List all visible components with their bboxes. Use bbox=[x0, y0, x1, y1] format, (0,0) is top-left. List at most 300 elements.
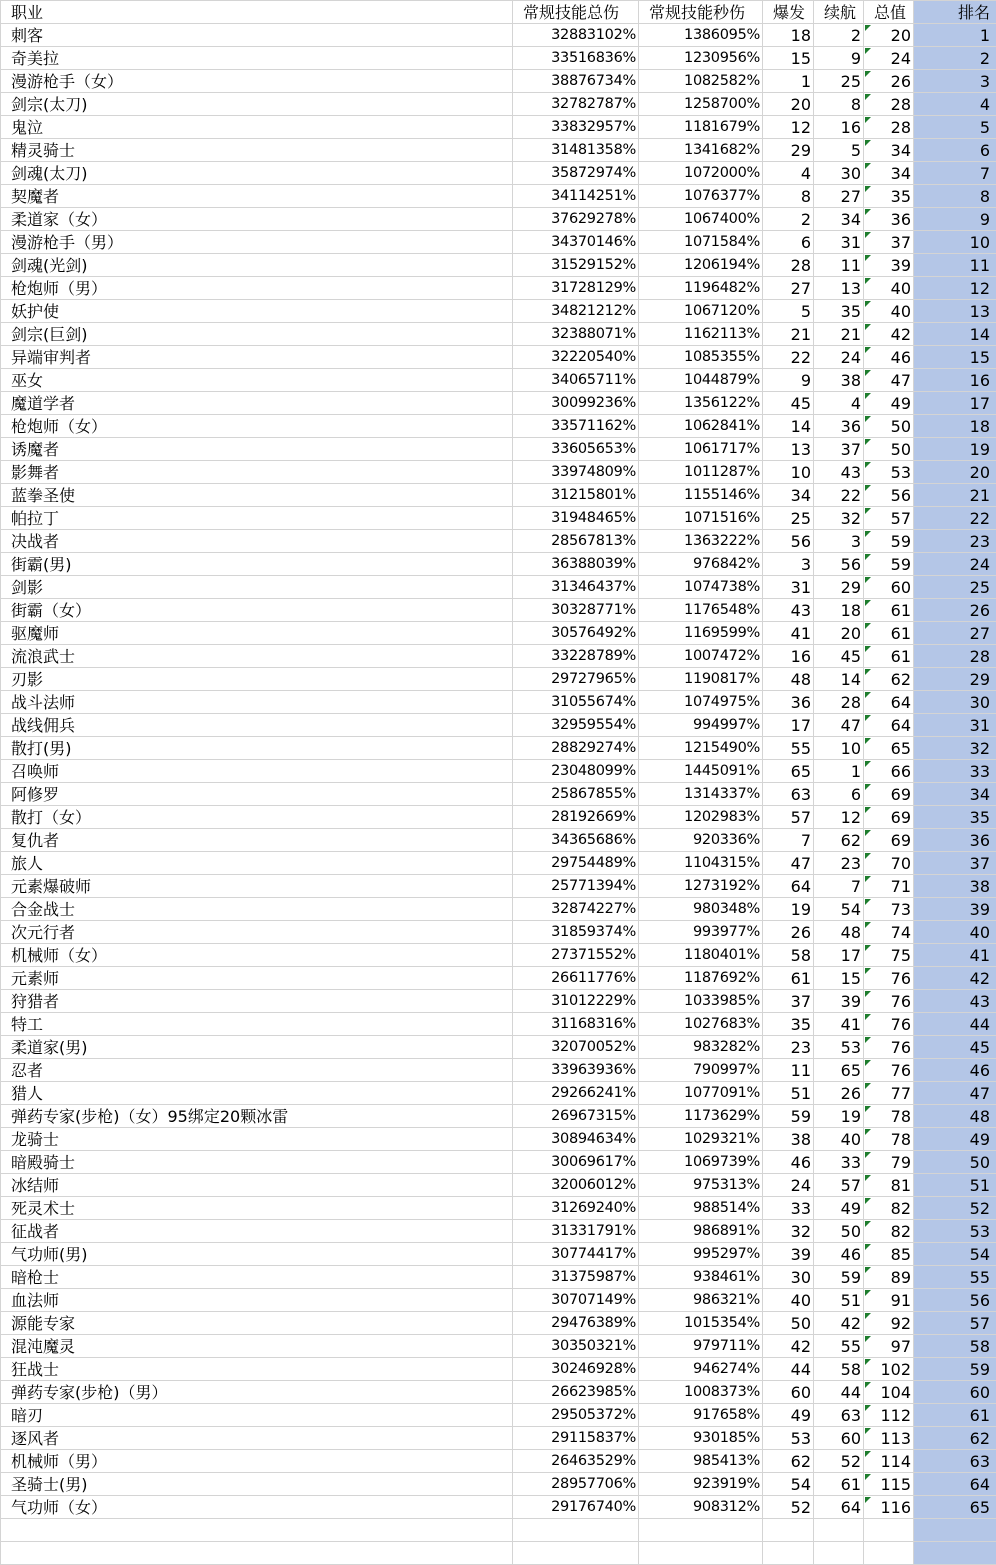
dps-cell[interactable]: 1341682% bbox=[639, 139, 763, 162]
sustain-cell[interactable]: 40 bbox=[814, 1128, 864, 1151]
class-cell[interactable]: 复仇者 bbox=[1, 829, 513, 852]
header-class[interactable]: 职业 bbox=[1, 1, 513, 24]
class-cell[interactable]: 刃影 bbox=[1, 668, 513, 691]
burst-cell[interactable]: 22 bbox=[763, 346, 814, 369]
total-cell[interactable]: 78 bbox=[864, 1105, 914, 1128]
class-cell[interactable]: 驱魔师 bbox=[1, 622, 513, 645]
class-cell[interactable]: 巫女 bbox=[1, 369, 513, 392]
rank-cell[interactable]: 23 bbox=[914, 530, 996, 553]
sustain-cell[interactable]: 20 bbox=[814, 622, 864, 645]
rank-cell[interactable]: 1 bbox=[914, 24, 996, 47]
sustain-cell[interactable]: 6 bbox=[814, 783, 864, 806]
total-cell[interactable]: 37 bbox=[864, 231, 914, 254]
total-damage-cell[interactable]: 28957706% bbox=[513, 1473, 639, 1496]
rank-cell[interactable]: 52 bbox=[914, 1197, 996, 1220]
total-cell[interactable]: 102 bbox=[864, 1358, 914, 1381]
total-damage-cell[interactable]: 32782787% bbox=[513, 93, 639, 116]
dps-cell[interactable]: 923919% bbox=[639, 1473, 763, 1496]
rank-cell[interactable]: 57 bbox=[914, 1312, 996, 1335]
total-damage-cell[interactable]: 34365686% bbox=[513, 829, 639, 852]
rank-cell[interactable]: 38 bbox=[914, 875, 996, 898]
total-cell[interactable]: 61 bbox=[864, 645, 914, 668]
total-cell[interactable]: 66 bbox=[864, 760, 914, 783]
rank-cell[interactable]: 37 bbox=[914, 852, 996, 875]
burst-cell[interactable]: 56 bbox=[763, 530, 814, 553]
class-cell[interactable]: 混沌魔灵 bbox=[1, 1335, 513, 1358]
burst-cell[interactable]: 59 bbox=[763, 1105, 814, 1128]
sustain-cell[interactable]: 44 bbox=[814, 1381, 864, 1404]
class-cell[interactable]: 次元行者 bbox=[1, 921, 513, 944]
total-cell[interactable]: 24 bbox=[864, 47, 914, 70]
total-damage-cell[interactable]: 31346437% bbox=[513, 576, 639, 599]
total-cell[interactable]: 50 bbox=[864, 415, 914, 438]
class-cell[interactable]: 召唤师 bbox=[1, 760, 513, 783]
header-sustain[interactable]: 续航 bbox=[814, 1, 864, 24]
total-damage-cell[interactable]: 26967315% bbox=[513, 1105, 639, 1128]
burst-cell[interactable]: 12 bbox=[763, 116, 814, 139]
rank-cell[interactable]: 61 bbox=[914, 1404, 996, 1427]
total-cell[interactable]: 49 bbox=[864, 392, 914, 415]
total-cell[interactable]: 56 bbox=[864, 484, 914, 507]
total-damage-cell[interactable]: 29754489% bbox=[513, 852, 639, 875]
sustain-cell[interactable]: 3 bbox=[814, 530, 864, 553]
sustain-cell[interactable]: 1 bbox=[814, 760, 864, 783]
dps-cell[interactable]: 1076377% bbox=[639, 185, 763, 208]
burst-cell[interactable]: 62 bbox=[763, 1450, 814, 1473]
dps-cell[interactable]: 1077091% bbox=[639, 1082, 763, 1105]
dps-cell[interactable]: 1015354% bbox=[639, 1312, 763, 1335]
class-cell[interactable]: 柔道家（女） bbox=[1, 208, 513, 231]
total-cell[interactable]: 113 bbox=[864, 1427, 914, 1450]
burst-cell[interactable]: 9 bbox=[763, 369, 814, 392]
rank-cell[interactable]: 21 bbox=[914, 484, 996, 507]
header-burst[interactable]: 爆发 bbox=[763, 1, 814, 24]
dps-cell[interactable]: 1202983% bbox=[639, 806, 763, 829]
rank-cell[interactable]: 4 bbox=[914, 93, 996, 116]
total-damage-cell[interactable]: 30576492% bbox=[513, 622, 639, 645]
total-cell[interactable]: 92 bbox=[864, 1312, 914, 1335]
total-damage-cell[interactable]: 34370146% bbox=[513, 231, 639, 254]
dps-cell[interactable]: 1206194% bbox=[639, 254, 763, 277]
empty-cell[interactable] bbox=[763, 1519, 814, 1542]
class-cell[interactable]: 散打(男) bbox=[1, 737, 513, 760]
burst-cell[interactable]: 18 bbox=[763, 24, 814, 47]
sustain-cell[interactable]: 60 bbox=[814, 1427, 864, 1450]
empty-cell[interactable] bbox=[864, 1519, 914, 1542]
rank-cell[interactable]: 46 bbox=[914, 1059, 996, 1082]
rank-cell[interactable]: 59 bbox=[914, 1358, 996, 1381]
dps-cell[interactable]: 1173629% bbox=[639, 1105, 763, 1128]
rank-cell[interactable]: 56 bbox=[914, 1289, 996, 1312]
sustain-cell[interactable]: 13 bbox=[814, 277, 864, 300]
dps-cell[interactable]: 986891% bbox=[639, 1220, 763, 1243]
sustain-cell[interactable]: 12 bbox=[814, 806, 864, 829]
sustain-cell[interactable]: 48 bbox=[814, 921, 864, 944]
total-cell[interactable]: 59 bbox=[864, 530, 914, 553]
class-cell[interactable]: 精灵骑士 bbox=[1, 139, 513, 162]
class-cell[interactable]: 漫游枪手（女） bbox=[1, 70, 513, 93]
rank-cell[interactable]: 20 bbox=[914, 461, 996, 484]
sustain-cell[interactable]: 65 bbox=[814, 1059, 864, 1082]
rank-cell[interactable]: 2 bbox=[914, 47, 996, 70]
total-damage-cell[interactable]: 30246928% bbox=[513, 1358, 639, 1381]
total-damage-cell[interactable]: 33228789% bbox=[513, 645, 639, 668]
total-damage-cell[interactable]: 32006012% bbox=[513, 1174, 639, 1197]
burst-cell[interactable]: 42 bbox=[763, 1335, 814, 1358]
class-cell[interactable]: 剑宗(巨剑) bbox=[1, 323, 513, 346]
dps-cell[interactable]: 1190817% bbox=[639, 668, 763, 691]
rank-cell[interactable]: 29 bbox=[914, 668, 996, 691]
rank-cell[interactable]: 31 bbox=[914, 714, 996, 737]
dps-cell[interactable]: 1162113% bbox=[639, 323, 763, 346]
dps-cell[interactable]: 1363222% bbox=[639, 530, 763, 553]
rank-cell[interactable]: 64 bbox=[914, 1473, 996, 1496]
burst-cell[interactable]: 1 bbox=[763, 70, 814, 93]
burst-cell[interactable]: 7 bbox=[763, 829, 814, 852]
empty-cell[interactable] bbox=[814, 1519, 864, 1542]
class-cell[interactable]: 死灵术士 bbox=[1, 1197, 513, 1220]
total-damage-cell[interactable]: 28192669% bbox=[513, 806, 639, 829]
burst-cell[interactable]: 17 bbox=[763, 714, 814, 737]
class-cell[interactable]: 妖护使 bbox=[1, 300, 513, 323]
sustain-cell[interactable]: 56 bbox=[814, 553, 864, 576]
burst-cell[interactable]: 14 bbox=[763, 415, 814, 438]
burst-cell[interactable]: 8 bbox=[763, 185, 814, 208]
dps-cell[interactable]: 1085355% bbox=[639, 346, 763, 369]
dps-cell[interactable]: 1029321% bbox=[639, 1128, 763, 1151]
total-damage-cell[interactable]: 33974809% bbox=[513, 461, 639, 484]
sustain-cell[interactable]: 21 bbox=[814, 323, 864, 346]
total-damage-cell[interactable]: 30099236% bbox=[513, 392, 639, 415]
dps-cell[interactable]: 1044879% bbox=[639, 369, 763, 392]
class-cell[interactable]: 阿修罗 bbox=[1, 783, 513, 806]
rank-cell[interactable]: 60 bbox=[914, 1381, 996, 1404]
dps-cell[interactable]: 993977% bbox=[639, 921, 763, 944]
class-cell[interactable]: 蓝拳圣使 bbox=[1, 484, 513, 507]
class-cell[interactable]: 剑魂(太刀) bbox=[1, 162, 513, 185]
burst-cell[interactable]: 45 bbox=[763, 392, 814, 415]
empty-cell[interactable] bbox=[814, 1542, 864, 1565]
empty-cell[interactable] bbox=[763, 1542, 814, 1565]
sustain-cell[interactable]: 28 bbox=[814, 691, 864, 714]
dps-cell[interactable]: 1180401% bbox=[639, 944, 763, 967]
class-cell[interactable]: 暗殿骑士 bbox=[1, 1151, 513, 1174]
rank-cell[interactable]: 43 bbox=[914, 990, 996, 1013]
class-cell[interactable]: 决战者 bbox=[1, 530, 513, 553]
rank-cell[interactable]: 50 bbox=[914, 1151, 996, 1174]
class-cell[interactable]: 忍者 bbox=[1, 1059, 513, 1082]
sustain-cell[interactable]: 57 bbox=[814, 1174, 864, 1197]
sustain-cell[interactable]: 10 bbox=[814, 737, 864, 760]
burst-cell[interactable]: 33 bbox=[763, 1197, 814, 1220]
dps-cell[interactable]: 1008373% bbox=[639, 1381, 763, 1404]
class-cell[interactable]: 冰结师 bbox=[1, 1174, 513, 1197]
total-damage-cell[interactable]: 25867855% bbox=[513, 783, 639, 806]
class-cell[interactable]: 剑影 bbox=[1, 576, 513, 599]
total-damage-cell[interactable]: 32070052% bbox=[513, 1036, 639, 1059]
total-damage-cell[interactable]: 31055674% bbox=[513, 691, 639, 714]
sustain-cell[interactable]: 33 bbox=[814, 1151, 864, 1174]
sustain-cell[interactable]: 16 bbox=[814, 116, 864, 139]
total-cell[interactable]: 71 bbox=[864, 875, 914, 898]
burst-cell[interactable]: 35 bbox=[763, 1013, 814, 1036]
total-cell[interactable]: 76 bbox=[864, 1013, 914, 1036]
rank-cell[interactable]: 36 bbox=[914, 829, 996, 852]
sustain-cell[interactable]: 59 bbox=[814, 1266, 864, 1289]
total-damage-cell[interactable]: 29727965% bbox=[513, 668, 639, 691]
dps-cell[interactable]: 1230956% bbox=[639, 47, 763, 70]
class-cell[interactable]: 剑魂(光剑) bbox=[1, 254, 513, 277]
burst-cell[interactable]: 21 bbox=[763, 323, 814, 346]
dps-cell[interactable]: 790997% bbox=[639, 1059, 763, 1082]
total-cell[interactable]: 53 bbox=[864, 461, 914, 484]
burst-cell[interactable]: 20 bbox=[763, 93, 814, 116]
class-cell[interactable]: 元素师 bbox=[1, 967, 513, 990]
burst-cell[interactable]: 49 bbox=[763, 1404, 814, 1427]
dps-cell[interactable]: 1072000% bbox=[639, 162, 763, 185]
burst-cell[interactable]: 46 bbox=[763, 1151, 814, 1174]
dps-cell[interactable]: 980348% bbox=[639, 898, 763, 921]
rank-cell[interactable]: 40 bbox=[914, 921, 996, 944]
total-cell[interactable]: 76 bbox=[864, 1036, 914, 1059]
dps-cell[interactable]: 930185% bbox=[639, 1427, 763, 1450]
total-cell[interactable]: 60 bbox=[864, 576, 914, 599]
burst-cell[interactable]: 52 bbox=[763, 1496, 814, 1519]
dps-cell[interactable]: 988514% bbox=[639, 1197, 763, 1220]
burst-cell[interactable]: 48 bbox=[763, 668, 814, 691]
sustain-cell[interactable]: 53 bbox=[814, 1036, 864, 1059]
rank-cell[interactable]: 54 bbox=[914, 1243, 996, 1266]
burst-cell[interactable]: 57 bbox=[763, 806, 814, 829]
class-cell[interactable]: 散打（女） bbox=[1, 806, 513, 829]
burst-cell[interactable]: 64 bbox=[763, 875, 814, 898]
total-damage-cell[interactable]: 34065711% bbox=[513, 369, 639, 392]
sustain-cell[interactable]: 23 bbox=[814, 852, 864, 875]
total-damage-cell[interactable]: 32874227% bbox=[513, 898, 639, 921]
rank-cell[interactable]: 47 bbox=[914, 1082, 996, 1105]
total-damage-cell[interactable]: 37629278% bbox=[513, 208, 639, 231]
sustain-cell[interactable]: 39 bbox=[814, 990, 864, 1013]
class-cell[interactable]: 机械师（女） bbox=[1, 944, 513, 967]
total-cell[interactable]: 89 bbox=[864, 1266, 914, 1289]
class-cell[interactable]: 血法师 bbox=[1, 1289, 513, 1312]
class-cell[interactable]: 暗刃 bbox=[1, 1404, 513, 1427]
class-cell[interactable]: 奇美拉 bbox=[1, 47, 513, 70]
sustain-cell[interactable]: 32 bbox=[814, 507, 864, 530]
rank-cell[interactable]: 11 bbox=[914, 254, 996, 277]
class-cell[interactable]: 战线佣兵 bbox=[1, 714, 513, 737]
total-damage-cell[interactable]: 32959554% bbox=[513, 714, 639, 737]
total-cell[interactable]: 65 bbox=[864, 737, 914, 760]
burst-cell[interactable]: 29 bbox=[763, 139, 814, 162]
sustain-cell[interactable]: 5 bbox=[814, 139, 864, 162]
sustain-cell[interactable]: 2 bbox=[814, 24, 864, 47]
sustain-cell[interactable]: 4 bbox=[814, 392, 864, 415]
total-cell[interactable]: 79 bbox=[864, 1151, 914, 1174]
dps-cell[interactable]: 1082582% bbox=[639, 70, 763, 93]
total-cell[interactable]: 42 bbox=[864, 323, 914, 346]
total-cell[interactable]: 85 bbox=[864, 1243, 914, 1266]
rank-cell[interactable]: 62 bbox=[914, 1427, 996, 1450]
burst-cell[interactable]: 36 bbox=[763, 691, 814, 714]
total-damage-cell[interactable]: 38876734% bbox=[513, 70, 639, 93]
rank-cell[interactable]: 3 bbox=[914, 70, 996, 93]
sustain-cell[interactable]: 58 bbox=[814, 1358, 864, 1381]
empty-cell[interactable] bbox=[513, 1542, 639, 1565]
total-damage-cell[interactable]: 36388039% bbox=[513, 553, 639, 576]
total-cell[interactable]: 20 bbox=[864, 24, 914, 47]
total-damage-cell[interactable]: 26623985% bbox=[513, 1381, 639, 1404]
total-cell[interactable]: 116 bbox=[864, 1496, 914, 1519]
total-cell[interactable]: 40 bbox=[864, 277, 914, 300]
dps-cell[interactable]: 1062841% bbox=[639, 415, 763, 438]
class-cell[interactable]: 街霸（女） bbox=[1, 599, 513, 622]
total-cell[interactable]: 61 bbox=[864, 599, 914, 622]
rank-cell[interactable]: 65 bbox=[914, 1496, 996, 1519]
class-cell[interactable]: 合金战士 bbox=[1, 898, 513, 921]
burst-cell[interactable]: 55 bbox=[763, 737, 814, 760]
class-cell[interactable]: 气功师(男) bbox=[1, 1243, 513, 1266]
rank-cell[interactable]: 25 bbox=[914, 576, 996, 599]
total-cell[interactable]: 28 bbox=[864, 93, 914, 116]
rank-cell[interactable]: 39 bbox=[914, 898, 996, 921]
total-damage-cell[interactable]: 31948465% bbox=[513, 507, 639, 530]
class-cell[interactable]: 源能专家 bbox=[1, 1312, 513, 1335]
dps-cell[interactable]: 983282% bbox=[639, 1036, 763, 1059]
rank-cell[interactable]: 28 bbox=[914, 645, 996, 668]
total-cell[interactable]: 64 bbox=[864, 714, 914, 737]
sustain-cell[interactable]: 25 bbox=[814, 70, 864, 93]
rank-cell[interactable]: 51 bbox=[914, 1174, 996, 1197]
sustain-cell[interactable]: 35 bbox=[814, 300, 864, 323]
sustain-cell[interactable]: 26 bbox=[814, 1082, 864, 1105]
total-damage-cell[interactable]: 31529152% bbox=[513, 254, 639, 277]
class-cell[interactable]: 刺客 bbox=[1, 24, 513, 47]
burst-cell[interactable]: 6 bbox=[763, 231, 814, 254]
rank-cell[interactable]: 58 bbox=[914, 1335, 996, 1358]
total-damage-cell[interactable]: 34114251% bbox=[513, 185, 639, 208]
class-cell[interactable]: 气功师（女） bbox=[1, 1496, 513, 1519]
total-damage-cell[interactable]: 31859374% bbox=[513, 921, 639, 944]
total-damage-cell[interactable]: 31215801% bbox=[513, 484, 639, 507]
class-cell[interactable]: 枪炮师（男） bbox=[1, 277, 513, 300]
sustain-cell[interactable]: 14 bbox=[814, 668, 864, 691]
dps-cell[interactable]: 1356122% bbox=[639, 392, 763, 415]
burst-cell[interactable]: 31 bbox=[763, 576, 814, 599]
burst-cell[interactable]: 10 bbox=[763, 461, 814, 484]
dps-cell[interactable]: 1258700% bbox=[639, 93, 763, 116]
total-damage-cell[interactable]: 33516836% bbox=[513, 47, 639, 70]
total-cell[interactable]: 91 bbox=[864, 1289, 914, 1312]
dps-cell[interactable]: 1155146% bbox=[639, 484, 763, 507]
class-cell[interactable]: 圣骑士(男) bbox=[1, 1473, 513, 1496]
total-damage-cell[interactable]: 32220540% bbox=[513, 346, 639, 369]
burst-cell[interactable]: 40 bbox=[763, 1289, 814, 1312]
sustain-cell[interactable]: 43 bbox=[814, 461, 864, 484]
dps-cell[interactable]: 986321% bbox=[639, 1289, 763, 1312]
total-cell[interactable]: 69 bbox=[864, 783, 914, 806]
rank-cell[interactable]: 55 bbox=[914, 1266, 996, 1289]
dps-cell[interactable]: 1196482% bbox=[639, 277, 763, 300]
total-cell[interactable]: 61 bbox=[864, 622, 914, 645]
sustain-cell[interactable]: 62 bbox=[814, 829, 864, 852]
sustain-cell[interactable]: 54 bbox=[814, 898, 864, 921]
rank-cell[interactable]: 9 bbox=[914, 208, 996, 231]
burst-cell[interactable]: 65 bbox=[763, 760, 814, 783]
total-cell[interactable]: 69 bbox=[864, 806, 914, 829]
dps-cell[interactable]: 1007472% bbox=[639, 645, 763, 668]
dps-cell[interactable]: 1386095% bbox=[639, 24, 763, 47]
total-cell[interactable]: 82 bbox=[864, 1197, 914, 1220]
class-cell[interactable]: 契魔者 bbox=[1, 185, 513, 208]
sustain-cell[interactable]: 34 bbox=[814, 208, 864, 231]
dps-cell[interactable]: 985413% bbox=[639, 1450, 763, 1473]
rank-cell[interactable]: 30 bbox=[914, 691, 996, 714]
sustain-cell[interactable]: 36 bbox=[814, 415, 864, 438]
dps-cell[interactable]: 1314337% bbox=[639, 783, 763, 806]
sustain-cell[interactable]: 50 bbox=[814, 1220, 864, 1243]
rank-cell[interactable]: 6 bbox=[914, 139, 996, 162]
class-cell[interactable]: 暗枪士 bbox=[1, 1266, 513, 1289]
class-cell[interactable]: 元素爆破师 bbox=[1, 875, 513, 898]
sustain-cell[interactable]: 18 bbox=[814, 599, 864, 622]
rank-cell[interactable]: 49 bbox=[914, 1128, 996, 1151]
rank-cell[interactable]: 18 bbox=[914, 415, 996, 438]
sustain-cell[interactable]: 9 bbox=[814, 47, 864, 70]
total-damage-cell[interactable]: 31375987% bbox=[513, 1266, 639, 1289]
total-damage-cell[interactable]: 31012229% bbox=[513, 990, 639, 1013]
total-damage-cell[interactable]: 30328771% bbox=[513, 599, 639, 622]
sustain-cell[interactable]: 19 bbox=[814, 1105, 864, 1128]
total-damage-cell[interactable]: 34821212% bbox=[513, 300, 639, 323]
sustain-cell[interactable]: 49 bbox=[814, 1197, 864, 1220]
dps-cell[interactable]: 1187692% bbox=[639, 967, 763, 990]
sustain-cell[interactable]: 61 bbox=[814, 1473, 864, 1496]
total-damage-cell[interactable]: 25771394% bbox=[513, 875, 639, 898]
rank-cell[interactable]: 13 bbox=[914, 300, 996, 323]
rank-cell[interactable]: 19 bbox=[914, 438, 996, 461]
sustain-cell[interactable]: 30 bbox=[814, 162, 864, 185]
burst-cell[interactable]: 16 bbox=[763, 645, 814, 668]
total-cell[interactable]: 73 bbox=[864, 898, 914, 921]
sustain-cell[interactable]: 8 bbox=[814, 93, 864, 116]
total-damage-cell[interactable]: 26463529% bbox=[513, 1450, 639, 1473]
dps-cell[interactable]: 994997% bbox=[639, 714, 763, 737]
total-damage-cell[interactable]: 32883102% bbox=[513, 24, 639, 47]
dps-cell[interactable]: 917658% bbox=[639, 1404, 763, 1427]
dps-cell[interactable]: 1074738% bbox=[639, 576, 763, 599]
burst-cell[interactable]: 30 bbox=[763, 1266, 814, 1289]
burst-cell[interactable]: 4 bbox=[763, 162, 814, 185]
sustain-cell[interactable]: 22 bbox=[814, 484, 864, 507]
burst-cell[interactable]: 19 bbox=[763, 898, 814, 921]
sustain-cell[interactable]: 47 bbox=[814, 714, 864, 737]
empty-cell[interactable] bbox=[639, 1519, 763, 1542]
dps-cell[interactable]: 1273192% bbox=[639, 875, 763, 898]
burst-cell[interactable]: 37 bbox=[763, 990, 814, 1013]
rank-cell[interactable]: 45 bbox=[914, 1036, 996, 1059]
total-damage-cell[interactable]: 31269240% bbox=[513, 1197, 639, 1220]
burst-cell[interactable]: 5 bbox=[763, 300, 814, 323]
empty-cell[interactable] bbox=[639, 1542, 763, 1565]
empty-cell[interactable] bbox=[864, 1542, 914, 1565]
total-cell[interactable]: 26 bbox=[864, 70, 914, 93]
class-cell[interactable]: 逐风者 bbox=[1, 1427, 513, 1450]
total-cell[interactable]: 76 bbox=[864, 990, 914, 1013]
total-cell[interactable]: 76 bbox=[864, 1059, 914, 1082]
burst-cell[interactable]: 28 bbox=[763, 254, 814, 277]
dps-cell[interactable]: 1033985% bbox=[639, 990, 763, 1013]
